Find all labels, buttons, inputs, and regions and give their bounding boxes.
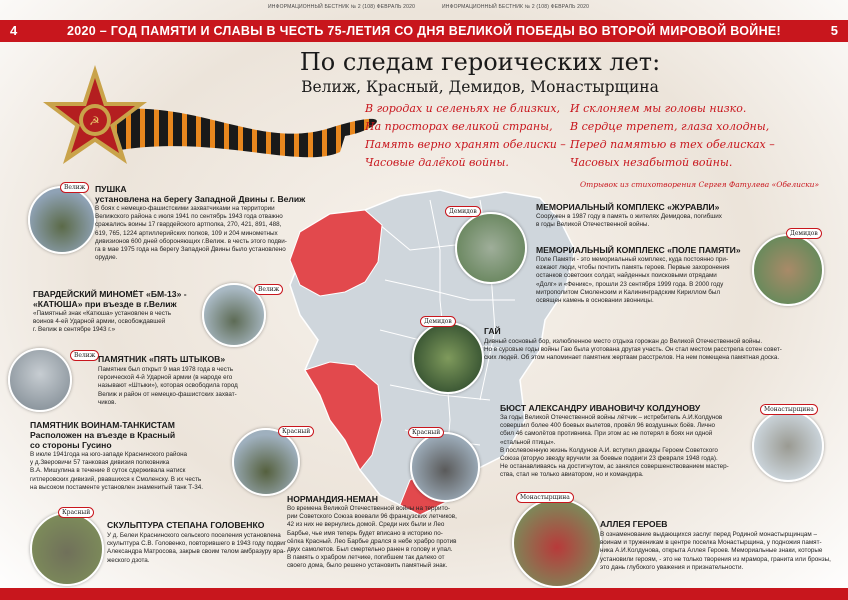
heading-line: установлена на берегу Западной Двины г. Велиж xyxy=(95,194,306,204)
field-of-memory-photo xyxy=(752,234,824,306)
text-line: сёлка Красный. Лео Барбье дрался в небе храбро против xyxy=(287,537,457,545)
text-line: Сооружен в 1987 году в память о жителях Демидова, погибших xyxy=(536,213,722,220)
gun-heading xyxy=(95,184,305,204)
heading-line: Расположен на въезде в Красный xyxy=(30,430,176,440)
heading-line: МЕМОРИАЛЬНЫЙ КОМПЛЕКС «ЖУРАВЛИ» xyxy=(536,202,720,212)
text-line: скульптура С.В. Головенко, повторившего в 1943 году подвиг xyxy=(107,540,287,548)
text-line: Но в суровые годы войны Гаю была уготована другая участь. Он стал местом расстрела сотен совет- xyxy=(484,346,782,354)
text-line: освящен камень в основании звонницы. xyxy=(536,297,654,305)
text-line: «Памятный знак «Катюша» установлен в честь xyxy=(33,310,172,317)
text-line: называют «Штыки»), которая освободила город xyxy=(98,382,238,390)
bulletin-info-left: ИНФОРМАЦИОННЫЙ БЕСТНИК № 2 (108) ФЕВРАЛЬ 2020 xyxy=(268,4,416,10)
text-line: г. Велиж в сентябре 1943 г.» xyxy=(33,326,116,334)
text-line: 619, 765, 1224 артиллерийских полков, 109 и 204 минометных xyxy=(95,229,278,237)
text-line: В июле 1941года на юго-западе Краснинского района xyxy=(30,451,188,458)
text-line: Дивный сосновый бор, излюбленное место отдыха горожан до Великой Отечественной войны. xyxy=(484,338,763,345)
text-line: У д. Белеи Краснинского сельского поселения установлена xyxy=(107,532,281,539)
katyusha-heading xyxy=(33,289,187,309)
golovenko-photo xyxy=(30,512,104,586)
text-line: воинов 4-ей Ударной армии, освобождавшей xyxy=(33,318,166,326)
poem-attribution: Отрывок из стихотворения Сергея Фатулева «Обелиски» xyxy=(580,180,820,189)
heading-line: СКУЛЬПТУРА СТЕПАНА ГОЛОВЕНКО xyxy=(107,520,265,530)
text-line: «стальной птицы». xyxy=(500,438,556,446)
page-subtitle: Велиж, Красный, Демидов, Монастырщина xyxy=(301,78,659,96)
normandie-niemen-photo xyxy=(410,432,480,502)
koldunov-heading xyxy=(500,403,700,413)
heading-line: НОРМАНДИЯ-НЕМАН xyxy=(287,494,378,504)
location-tag-velizh: Велиж xyxy=(70,350,99,361)
zhuravli-photo xyxy=(455,212,527,284)
poem-line: Память верно хранят обелиски – xyxy=(365,138,566,151)
katyusha-text xyxy=(33,310,171,335)
page-number-right: 5 xyxy=(830,23,838,38)
text-line: ника А.И.Колдунова, открыта Аллея Героев. Мемориальные знаки, которые xyxy=(600,547,823,555)
heading-line: БЮСТ АЛЕКСАНДРУ ИВАНОВИЧУ КОЛДУНОВУ xyxy=(500,403,701,413)
golovenko-text xyxy=(107,532,286,565)
text-line: останков советских солдат, найденных поисковыми отрядами xyxy=(536,272,717,280)
text-line: В боях с немецко-фашистскими захватчиками на территории xyxy=(95,205,275,212)
text-line: гитлеровских дивизий, рвавшихся к Смоленску. В их честь xyxy=(30,475,202,483)
gai-text xyxy=(484,338,782,363)
text-line: езжают люди, чтобы почтить память героев. Первые захоронения xyxy=(536,264,730,272)
heading-line: ПАМЯТНИК «ПЯТЬ ШТЫКОВ» xyxy=(98,354,226,364)
text-line: двух самолетов. Был смертельно ранен в голову и упал. xyxy=(287,546,453,554)
text-line: митрополитом Смоленским и Калининградским Кириллом был xyxy=(536,288,721,296)
heading-line: ПАМЯТНИК ВОИНАМ-ТАНКИСТАМ xyxy=(30,420,175,430)
location-tag-monastyrshchina: Монастырщина xyxy=(516,492,574,503)
five-bayonets-heading xyxy=(98,354,225,364)
gai-heading xyxy=(484,326,501,336)
five-bayonets-photo xyxy=(8,348,72,412)
heading-line: АЛЛЕЯ ГЕРОЕВ xyxy=(600,519,668,529)
text-line: совершил более 400 боевых вылетов, провёл 96 воздушных боёв. Лично xyxy=(500,422,716,430)
text-line: ских людей. Об этом напоминает памятник жертвам расстрелов. На нем помещена памятная доска. xyxy=(484,354,780,362)
gun-text xyxy=(95,205,287,262)
text-line: Александра Матросова, закрыв своим телом амбразуру вра- xyxy=(107,548,286,556)
field-of-memory-text xyxy=(536,256,730,305)
gun-photo xyxy=(28,186,96,254)
five-bayonets-text xyxy=(98,366,238,407)
tank-heading xyxy=(30,420,175,450)
text-line: 42 из них не вернулись домой. Среди них были и Лео xyxy=(287,521,445,529)
field-of-memory-heading xyxy=(536,245,741,255)
heading-line: ГАЙ xyxy=(484,326,501,336)
text-line: ства, стал не только авиатором, но и командира. xyxy=(500,471,644,479)
poem-line: Перед памятью в тех обелисках – xyxy=(570,138,775,151)
text-line: в годы Великой Отечественной войны. xyxy=(536,221,650,229)
text-line: В.А. Мишулина в течение 8 суток сдерживала натиск xyxy=(30,467,186,475)
text-line: рии Советского Союза воевали 96 французских летчиков, xyxy=(287,513,457,521)
text-line: Союза (вторую звезду вручили за боевые подвиги 23 февраля 1948 года). xyxy=(500,455,718,463)
text-line: Барбье, чье имя теперь будет вписано в историю по- xyxy=(287,529,443,537)
text-line: сражались воины 17 гвардейского артполка, 270, 421, 891, 488, xyxy=(95,221,282,229)
zhuravli-heading xyxy=(536,202,719,212)
text-line: чиков. xyxy=(98,398,117,406)
tank-photo xyxy=(232,428,300,496)
text-line: у д.Зверовичи 57 танковая дивизия полковника xyxy=(30,459,170,467)
krasny-highlight xyxy=(305,362,382,470)
text-line: своего дома, было решено установить памятный знак. xyxy=(287,562,448,570)
poem-line: Часовых незабытой войны. xyxy=(570,156,733,169)
alley-heading xyxy=(600,519,668,529)
poem-line: В сердце трепет, глаза холодны, xyxy=(570,120,770,133)
text-line: на высоком постаменте установлен знаменитый танк Т-34. xyxy=(30,483,203,491)
text-line: это дань глубокого уважения и признательности. xyxy=(600,563,744,571)
text-line: Во времена Великой Отечественной войны на террито- xyxy=(287,505,450,512)
alley-of-heroes-photo xyxy=(512,498,602,588)
text-line: Не останавливаясь на достигнутом, ас занялся совершенствованием мастер- xyxy=(500,463,729,471)
svg-text:☭: ☭ xyxy=(89,114,100,128)
normandie-text xyxy=(287,505,457,571)
text-line: В послевоенную жизнь Колдунов А.И. вступил дважды Героем Советского xyxy=(500,446,718,454)
heading-line: со стороны Гусино xyxy=(30,440,112,450)
poem-line: В городах и селеньях не близких, xyxy=(365,102,561,115)
text-line: героической 4-й Ударной армии (в народе его xyxy=(98,374,233,382)
poem-line: Часовые далёкой войны. xyxy=(365,156,509,169)
location-tag-velizh: Велиж xyxy=(254,284,283,295)
footer-bar xyxy=(0,588,848,600)
text-line: сбил 46 самолётов противника. При этом ас не потерял в боях ни одной xyxy=(500,430,713,438)
page-number-left: 4 xyxy=(10,23,18,38)
tank-text xyxy=(30,451,203,492)
poem-line: И склоняем мы головы низко. xyxy=(570,102,747,115)
location-tag-monastyrshchina: Монастырщина xyxy=(760,404,818,415)
text-line: установили героям, - это не только творения из мрамора, гранита или бронзы, xyxy=(600,555,831,563)
location-tag-krasny: Красный xyxy=(58,507,94,518)
gai-photo xyxy=(412,322,484,394)
location-tag-demidov: Демидов xyxy=(445,206,481,217)
text-line: В память о храбром летчике, погибшем так далеко от xyxy=(287,554,445,562)
bulletin-info-right: ИНФОРМАЦИОННЫЙ БЕСТНИК № 2 (108) ФЕВРАЛЬ 2020 xyxy=(442,4,590,10)
page-title: По следам героических лет: xyxy=(299,48,661,76)
heading-line: ГВАРДЕЙСКИЙ МИНОМЁТ «БМ-13» - xyxy=(33,289,187,299)
text-line: орудие. xyxy=(95,254,118,262)
location-tag-krasny: Красный xyxy=(408,427,444,438)
location-tag-demidov: Демидов xyxy=(420,316,456,327)
text-line: жеского дзота. xyxy=(107,556,150,564)
koldunov-bust-photo xyxy=(752,410,824,482)
text-line: В ознаменование выдающихся заслуг перед Родиной монастырщинцам – xyxy=(600,531,818,538)
location-tag-demidov: Демидов xyxy=(786,228,822,239)
text-line: Поле Памяти - это мемориальный комплекс, куда постоянно при- xyxy=(536,256,729,263)
text-line: Велиж и район от немецко-фашистских захват- xyxy=(98,390,237,398)
text-line: га в мае 1975 года на берегу Западной Двины было установлено xyxy=(95,246,286,254)
text-line: Памятник был открыт 9 мая 1978 года в честь xyxy=(98,366,234,373)
heading-line: «КАТЮША» при въезде в г.Велиж xyxy=(33,299,177,309)
heading-line: ПУШКА xyxy=(95,184,127,194)
alley-text xyxy=(600,531,831,572)
text-line: дивизионов 600 дней обороняющих г.Велиж. в честь этого подви- xyxy=(95,237,287,245)
text-line: «Долг» и «Феникс», прошли 23 сентября 1999 года. В 2000 году xyxy=(536,280,724,288)
poem-line: На просторах великой страны, xyxy=(365,120,553,133)
zhuravli-text xyxy=(536,213,722,229)
banner-text: 2020 – ГОД ПАМЯТИ И СЛАВЫ В ЧЕСТЬ 75-ЛЕТИЯ СО ДНЯ ВЕЛИКОЙ ПОБЕДЫ ВО ВТОРОЙ МИРОВОЙ ВОЙНЕ! xyxy=(66,24,782,38)
location-tag-velizh: Велиж xyxy=(60,182,89,193)
text-line: Велижского района с июля 1941 по сентябрь 1943 года отважно xyxy=(95,213,283,221)
text-line: воинам и труженикам в центре поселка Монастырщина, у подножия памят- xyxy=(600,539,822,547)
normandie-heading xyxy=(287,494,378,504)
text-line: За годы Великой Отечественной войны лётчик – истребитель А.И.Колдунов xyxy=(500,414,723,421)
heading-line: МЕМОРИАЛЬНЫЙ КОМПЛЕКС «ПОЛЕ ПАМЯТИ» xyxy=(536,245,741,255)
location-tag-krasny: Красный xyxy=(278,426,314,437)
koldunov-text xyxy=(500,414,729,480)
golovenko-heading xyxy=(107,520,264,530)
